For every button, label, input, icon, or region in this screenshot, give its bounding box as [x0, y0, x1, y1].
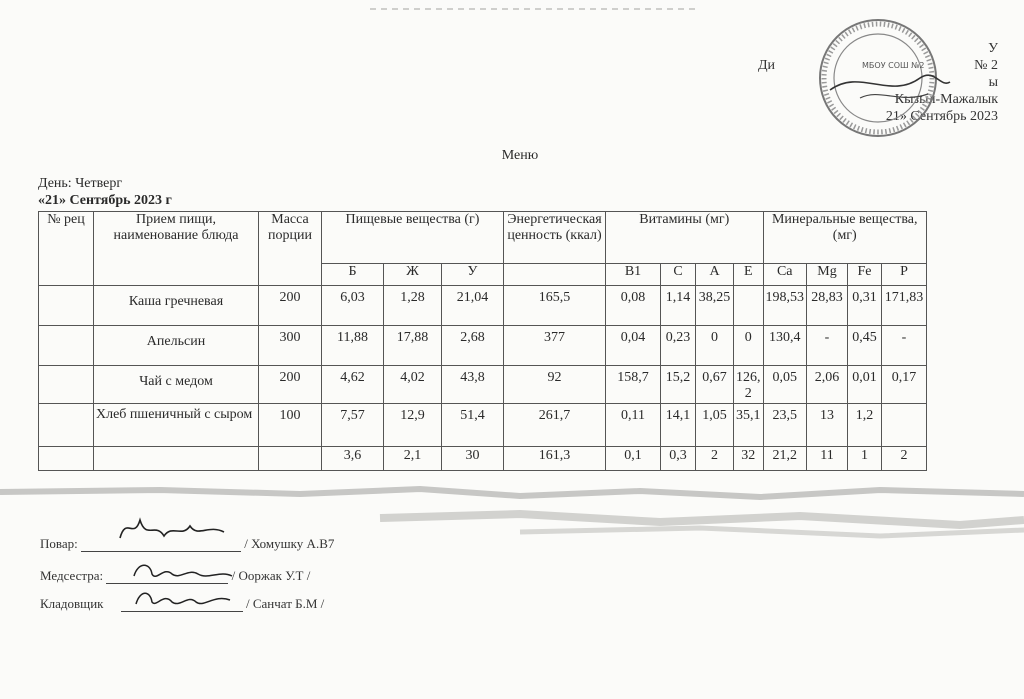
cell-a: 0 [696, 326, 734, 366]
cell-ca: 21,2 [763, 447, 807, 471]
approval-line1: У [988, 41, 998, 56]
cell-e: 35,1 [734, 404, 764, 447]
cell-dish-name: Чай с медом [94, 366, 259, 404]
cell-u: 43,8 [442, 366, 504, 404]
cell-dish-name [94, 447, 259, 471]
cell-ca: 198,53 [763, 286, 807, 326]
cell-b1: 0,1 [606, 447, 661, 471]
cell-fe: 1 [848, 447, 882, 471]
cell-b: 11,88 [322, 326, 384, 366]
sub-header-mg: Mg [807, 264, 848, 286]
cell-b: 4,62 [322, 366, 384, 404]
table-row [39, 447, 927, 471]
sub-header-b1: В1 [606, 264, 661, 286]
cell-c: 0,3 [661, 447, 696, 471]
col-header-energy: Энергетическая ценность (ккал) [504, 212, 606, 264]
table-header-row [39, 212, 927, 264]
cell-a: 0,67 [696, 366, 734, 404]
cell-p: 0,17 [882, 366, 927, 404]
cell-energy: 261,7 [504, 404, 606, 447]
cell-b1: 0,11 [606, 404, 661, 447]
cell-e [734, 286, 764, 326]
scan-smear-top [370, 2, 700, 16]
cell-mass: 200 [259, 286, 322, 326]
menu-table [38, 211, 927, 471]
cell-e: 32 [734, 447, 764, 471]
cell-energy: 165,5 [504, 286, 606, 326]
page-title: Меню [501, 148, 539, 163]
cell-recipe-number [39, 404, 94, 447]
col-header-nutrients: Пищевые вещества (г) [322, 212, 504, 264]
cell-mg: 13 [807, 404, 848, 447]
approval-line3: ы [988, 75, 998, 90]
day-label: День: Четверг [38, 176, 123, 191]
cell-b: 7,57 [322, 404, 384, 447]
sub-header-zh: Ж [384, 264, 442, 286]
cell-b1: 0,08 [606, 286, 661, 326]
cell-mass: 200 [259, 366, 322, 404]
approval-location: Кызыл-Мажалык [894, 92, 998, 107]
cell-mg: 11 [807, 447, 848, 471]
cell-mass [259, 447, 322, 471]
cell-ca: 130,4 [763, 326, 807, 366]
cell-dish-name: Хлеб пшеничный с сыром [94, 404, 259, 447]
signature-role: Кладовщик [40, 596, 104, 611]
cell-p: - [882, 326, 927, 366]
table-row [39, 326, 927, 366]
approval-date: 21» Сентябрь 2023 [885, 109, 998, 124]
cell-c: 0,23 [661, 326, 696, 366]
date-label: «21» Сентябрь 2023 г [38, 193, 172, 208]
col-header-minerals: Минеральные вещества, (мг) [763, 212, 927, 264]
signature-role: Повар: [40, 536, 78, 551]
sub-header-energy-empty [504, 264, 606, 286]
cell-recipe-number [39, 366, 94, 404]
handwritten-signature-storekeeper [130, 582, 240, 612]
cell-u: 30 [442, 447, 504, 471]
cell-c: 15,2 [661, 366, 696, 404]
cell-a: 38,25 [696, 286, 734, 326]
cell-fe: 0,01 [848, 366, 882, 404]
cell-energy: 92 [504, 366, 606, 404]
cell-c: 1,14 [661, 286, 696, 326]
cell-dish-name: Апельсин [94, 326, 259, 366]
cell-a: 2 [696, 447, 734, 471]
sub-header-fe: Fe [848, 264, 882, 286]
cell-u: 21,04 [442, 286, 504, 326]
stamp-text: МБОУ СОШ №2 [862, 61, 925, 70]
sub-header-p: P [882, 264, 927, 286]
cell-mg: 2,06 [807, 366, 848, 404]
cell-energy: 161,3 [504, 447, 606, 471]
cell-u: 51,4 [442, 404, 504, 447]
cell-ca: 0,05 [763, 366, 807, 404]
cell-c: 14,1 [661, 404, 696, 447]
cell-recipe-number [39, 447, 94, 471]
sub-header-c: С [661, 264, 696, 286]
cell-b1: 158,7 [606, 366, 661, 404]
cell-mg: 28,83 [807, 286, 848, 326]
cell-p: 171,83 [882, 286, 927, 326]
cell-zh: 12,9 [384, 404, 442, 447]
col-header-recipe-number: № рец [39, 212, 94, 286]
approval-director: Ди [758, 58, 776, 73]
signature-name: / Ооржак У.Т / [231, 568, 311, 583]
cell-p: 2 [882, 447, 927, 471]
cell-energy: 377 [504, 326, 606, 366]
cell-mass: 100 [259, 404, 322, 447]
table-row [39, 366, 927, 404]
table-row [39, 286, 927, 326]
signature-name: / Хомушку А.В7 [244, 536, 335, 551]
sub-header-e: Е [734, 264, 764, 286]
col-header-vitamins: Витамины (мг) [606, 212, 764, 264]
cell-zh: 4,02 [384, 366, 442, 404]
cell-fe: 0,45 [848, 326, 882, 366]
signature-role: Медсестра: [40, 568, 104, 583]
cell-ca: 23,5 [763, 404, 807, 447]
cell-a: 1,05 [696, 404, 734, 447]
cell-fe: 0,31 [848, 286, 882, 326]
sub-header-ca: Ca [763, 264, 807, 286]
cell-p [882, 404, 927, 447]
cell-b1: 0,04 [606, 326, 661, 366]
handwritten-signature-cook [112, 510, 232, 550]
cell-zh: 17,88 [384, 326, 442, 366]
approval-school-number: № 2 [974, 58, 998, 73]
cell-e: 126,2 [734, 366, 764, 404]
cell-mass: 300 [259, 326, 322, 366]
cell-zh: 1,28 [384, 286, 442, 326]
cell-fe: 1,2 [848, 404, 882, 447]
cell-recipe-number [39, 326, 94, 366]
cell-mg: - [807, 326, 848, 366]
cell-e: 0 [734, 326, 764, 366]
sub-header-b: Б [322, 264, 384, 286]
cell-b: 3,6 [322, 447, 384, 471]
sub-header-u: У [442, 264, 504, 286]
cell-recipe-number [39, 286, 94, 326]
col-header-meal: Прием пищи, наименование блюда [94, 212, 259, 286]
sub-header-a: А [696, 264, 734, 286]
signature-name: / Санчат Б.М / [245, 596, 325, 611]
table-row [39, 404, 927, 447]
col-header-mass: Масса порции [259, 212, 322, 286]
cell-zh: 2,1 [384, 447, 442, 471]
cell-dish-name: Каша гречневая [94, 286, 259, 326]
cell-u: 2,68 [442, 326, 504, 366]
school-seal-stamp [800, 8, 960, 148]
cell-b: 6,03 [322, 286, 384, 326]
